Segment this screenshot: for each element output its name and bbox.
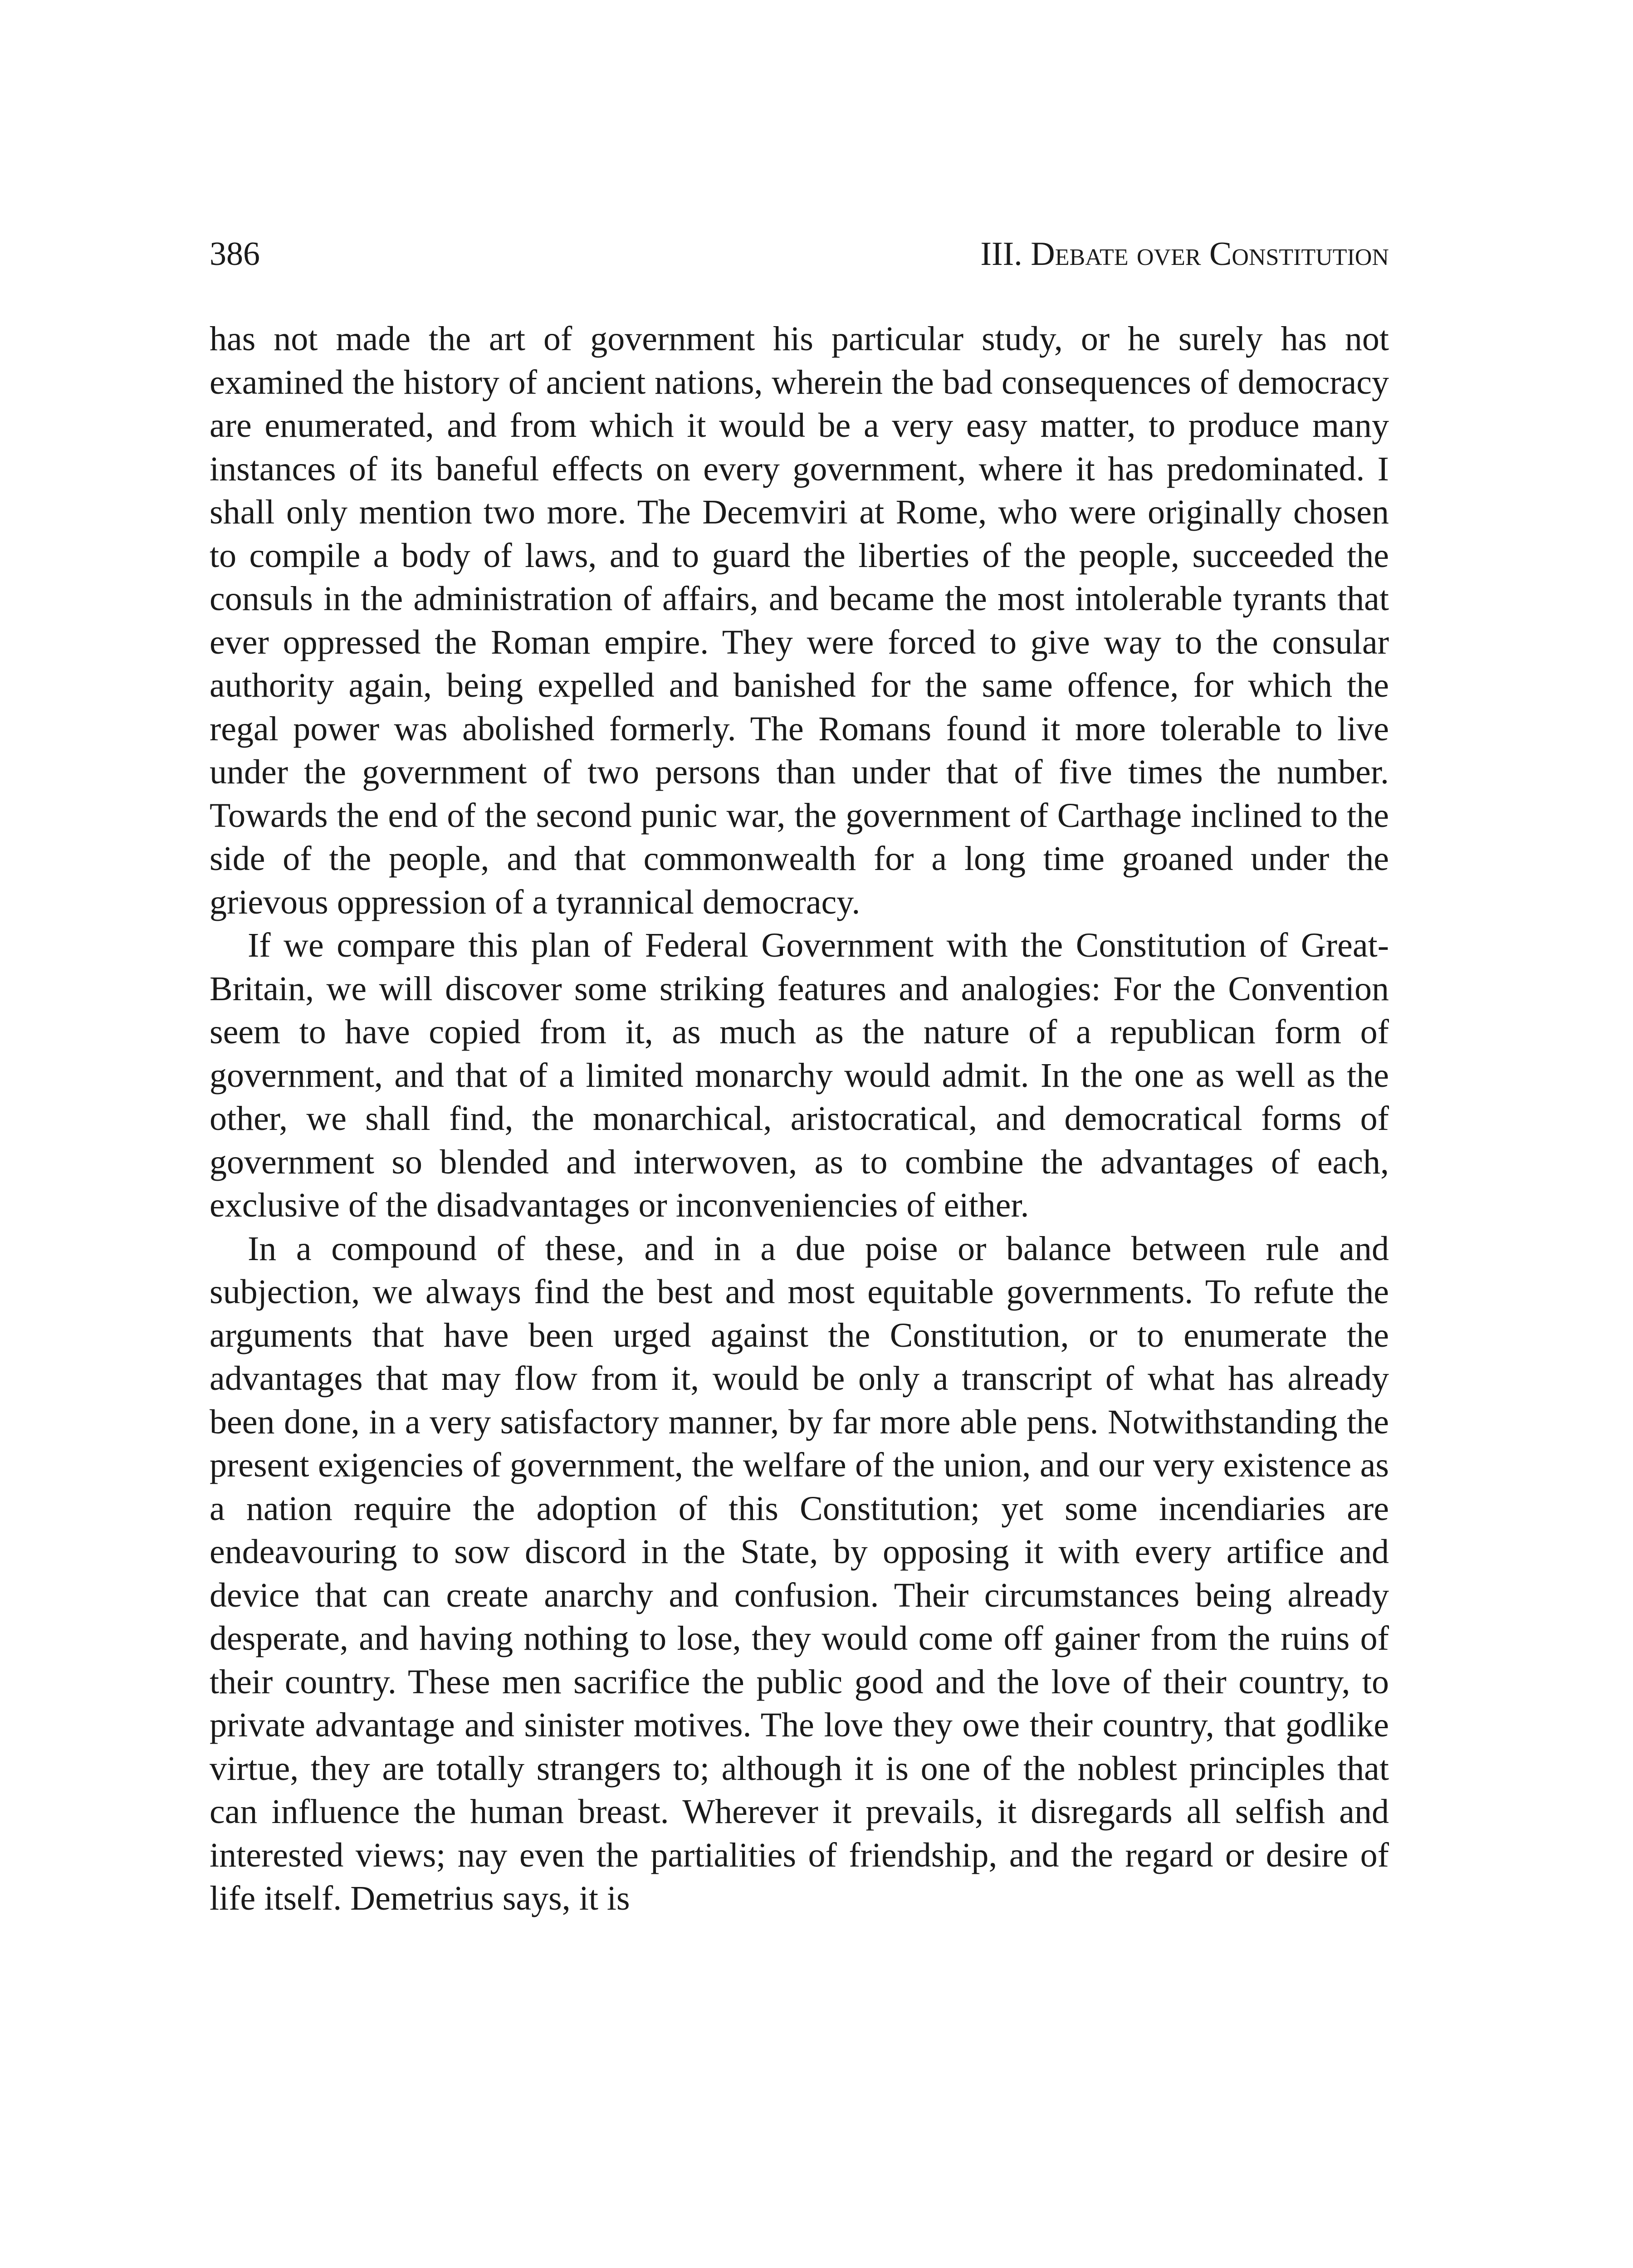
chapter-title: Debate over Constitution <box>1031 235 1389 273</box>
body-text <box>210 318 1389 1921</box>
running-head <box>210 229 1389 279</box>
chapter-heading <box>980 229 1389 279</box>
chapter-prefix: III. <box>980 235 1031 273</box>
paragraph-continued: has not made the art of government his particular study, or he surely has not examined the history of ancient nations, wherein the bad consequences of democracy are enumerated, and from which it would be a very easy matter, to produce many instances of its baneful effects on every government, where it has predominated. I shall only mention two more. The Decemviri at Rome, who were originally chosen to compile a body of laws, and to guard the liberties of the people, succeeded the consuls in the administration of affairs, and became the most intolerable tyrants that ever oppressed the Roman empire. They were forced to give way to the consular authority again, being expelled and banished for the same offence, for which the regal power was abolished formerly. The Romans found it more tolerable to live under the government of two persons than under that of five times the number. Towards the end of the second punic war, the government of Carthage inclined to the side of the people, and that commonwealth for a long time groaned under the grievous oppression of a tyrannical democracy. <box>210 320 1389 921</box>
paragraph: If we compare this plan of Federal Government with the Constitution of Great-Britain, we will discover some striking features and analogies: For the Convention seem to have copied from it, as much as the nature of a republican form of government, and that of a limited monarchy would admit. In the one as well as the other, we shall find, the monarchical, aristocratical, and democratical forms of government so blended and interwoven, as to combine the advantages of each, exclusive of the disadvantages or inconveniencies of either. <box>210 926 1389 1224</box>
page-number: 386 <box>210 235 260 273</box>
paragraph: In a compound of these, and in a due poise or balance between rule and subjection, we always find the best and most equitable governments. To refute the arguments that have been urged against the Constitution, or to enumerate the advantages that may flow from it, would be only a transcript of what has already been done, in a very satisfactory manner, by far more able pens. Notwithstanding the present exigencies of government, the welfare of the union, and our very existence as a nation require the adoption of this Constitution; yet some incendiaries are endeavouring to sow discord in the State, by opposing it with every artifice and device that can create anarchy and confusion. Their circumstances being already desperate, and having nothing to lose, they would come off gainer from the ruins of their country. These men sacrifice the public good and the love of their country, to private advantage and sinister motives. The love they owe their country, that godlike virtue, they are totally strangers to; although it is one of the noblest principles that can influence the human breast. Wherever it prevails, it disregards all selfish and interested views; nay even the partialities of friendship, and the regard or desire of life itself. Demetrius says, it is <box>210 1229 1389 1917</box>
